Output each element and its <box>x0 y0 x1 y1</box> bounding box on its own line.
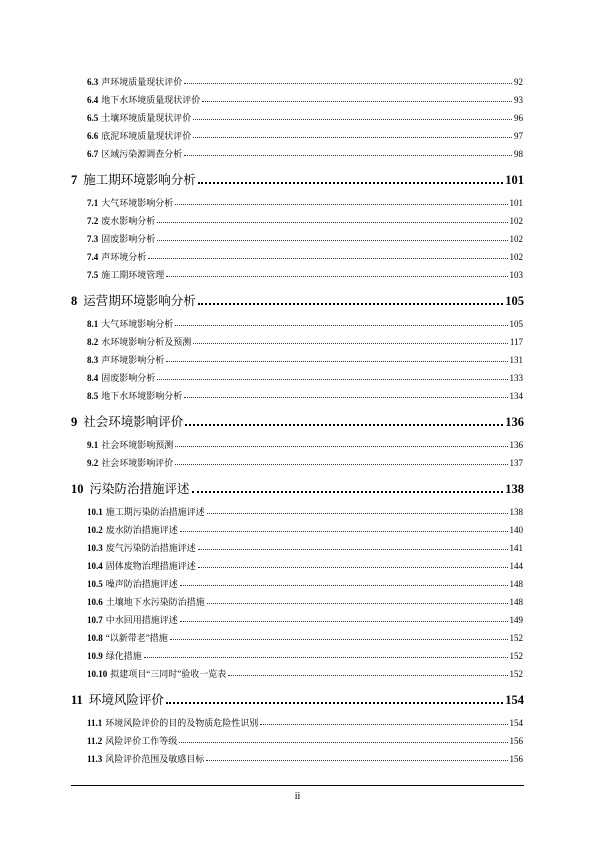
toc-entry-number: 8.5 <box>87 391 99 401</box>
toc-section-entry[interactable] <box>0 456 595 469</box>
toc-chapter-entry[interactable] <box>0 170 595 188</box>
toc-entry-number: 7.5 <box>87 270 99 280</box>
toc-leader-dots <box>180 620 508 622</box>
toc-leader-dots <box>157 239 507 241</box>
toc-leader-dots <box>184 396 507 398</box>
toc-entry-number: 10.4 <box>87 561 103 571</box>
toc-entry-page: 136 <box>505 415 524 429</box>
toc-entry-title: 绿化措施 <box>105 651 142 661</box>
toc-entry-number: 6.5 <box>87 113 99 123</box>
toc-entry-title: 水环境影响分析及预测 <box>101 337 192 347</box>
toc-entry-number: 6.6 <box>87 131 99 141</box>
toc-section-entry[interactable] <box>0 371 595 384</box>
toc-section-entry[interactable] <box>0 716 595 729</box>
toc-entry-page: 152 <box>509 633 523 643</box>
toc-entry-number: 10.2 <box>87 525 103 535</box>
toc-leader-dots <box>175 445 507 447</box>
toc-section-entry[interactable] <box>0 335 595 348</box>
toc-entry-title: 大气环境影响分析 <box>101 198 174 208</box>
toc-entry-title: 运营期环境影响分析 <box>83 294 196 308</box>
toc-section-entry[interactable] <box>0 438 595 451</box>
toc-chapter-entry[interactable] <box>0 412 595 430</box>
toc-leader-dots <box>193 118 512 120</box>
toc-leader-dots <box>175 203 507 205</box>
toc-entry-number: 9.2 <box>87 458 99 468</box>
toc-entry-title: 污染防治措施评述 <box>89 482 190 496</box>
toc-leader-dots <box>166 360 507 362</box>
toc-section-entry[interactable] <box>0 523 595 536</box>
toc-section-entry[interactable] <box>0 232 595 245</box>
toc-entry-page: 97 <box>514 131 523 141</box>
toc-entry-title: 固废影响分析 <box>101 373 156 383</box>
toc-entry-number: 9 <box>71 415 78 429</box>
footer-rule <box>71 785 524 786</box>
toc-entry-page: 133 <box>509 373 523 383</box>
toc-leader-dots <box>198 302 503 305</box>
toc-entry-page: 156 <box>509 736 523 746</box>
toc-leader-dots <box>260 723 507 725</box>
toc-leader-dots <box>166 275 507 277</box>
toc-leader-dots <box>202 100 512 102</box>
toc-entry-number: 11.1 <box>87 718 103 728</box>
toc-entry-number: 8.1 <box>87 319 99 329</box>
toc-section-entry[interactable] <box>0 541 595 554</box>
toc-entry-page: 96 <box>514 113 523 123</box>
toc-chapter-entry[interactable] <box>0 690 595 708</box>
toc-entry-number: 7.4 <box>87 252 99 262</box>
toc-entry-page: 144 <box>509 561 523 571</box>
toc-section-entry[interactable] <box>0 214 595 227</box>
toc-chapter-entry[interactable] <box>0 479 595 497</box>
toc-entry-title: 中水回用措施评述 <box>105 615 178 625</box>
toc-section-entry[interactable] <box>0 577 595 590</box>
toc-entry-title: 施工期环境管理 <box>101 270 165 280</box>
toc-entry-title: 施工期环境影响分析 <box>83 173 196 187</box>
toc-entry-page: 148 <box>509 579 523 589</box>
toc-leader-dots <box>184 154 512 156</box>
toc-entry-title: 地下水环境质量现状评价 <box>101 95 201 105</box>
toc-entry-title: 社会环境影响评价 <box>83 415 184 429</box>
toc-entry-number: 10.5 <box>87 579 103 589</box>
toc-leader-dots <box>207 602 508 604</box>
toc-entry-page: 156 <box>509 754 523 764</box>
toc-entry-title: 声环境分析 <box>101 252 147 262</box>
toc-entry-title: 废水防治措施评述 <box>105 525 178 535</box>
toc-leader-dots <box>170 638 508 640</box>
toc-entry-number: 10.6 <box>87 597 103 607</box>
toc-entry-title: 社会环境影响评价 <box>101 458 174 468</box>
toc-section-entry[interactable] <box>0 93 595 106</box>
toc-leader-dots <box>148 257 507 259</box>
toc-entry-page: 152 <box>509 651 523 661</box>
toc-entry-title: 风险评价工作等级 <box>105 736 178 746</box>
toc-entry-page: 101 <box>505 173 524 187</box>
toc-entry-title: 废气污染防治措施评述 <box>105 543 196 553</box>
toc-entry-title: 土壤地下水污染防治措施 <box>105 597 205 607</box>
toc-entry-number: 7.1 <box>87 198 99 208</box>
toc-section-entry[interactable] <box>0 595 595 608</box>
toc-section-entry[interactable] <box>0 196 595 209</box>
toc-entry-title: 社会环境影响预测 <box>101 440 174 450</box>
toc-section-entry[interactable] <box>0 129 595 142</box>
toc-leader-dots <box>179 741 507 743</box>
toc-entry-page: 131 <box>509 355 523 365</box>
toc-section-entry[interactable] <box>0 147 595 160</box>
toc-entry-page: 140 <box>509 525 523 535</box>
toc-section-entry[interactable] <box>0 75 595 88</box>
toc-entry-title: 施工期污染防治措施评述 <box>105 507 205 517</box>
toc-entry-title: 声环境质量现状评价 <box>101 77 183 87</box>
toc-entry-page: 98 <box>514 149 523 159</box>
toc-entry-page: 154 <box>509 718 523 728</box>
toc-leader-dots <box>193 342 508 344</box>
toc-leader-dots <box>180 584 508 586</box>
toc-section-entry[interactable] <box>0 317 595 330</box>
toc-entry-number: 11.3 <box>87 754 103 764</box>
toc-section-entry[interactable] <box>0 752 595 765</box>
toc-entry-title: 固体废物治理措施评述 <box>105 561 196 571</box>
toc-entry-page: 103 <box>509 270 523 280</box>
toc-entry-number: 10.7 <box>87 615 103 625</box>
toc-entry-page: 138 <box>509 507 523 517</box>
toc-entry-number: 10.9 <box>87 651 103 661</box>
toc-entry-number: 7.2 <box>87 216 99 226</box>
toc-leader-dots <box>198 548 508 550</box>
toc-entry-page: 154 <box>505 693 524 707</box>
toc-leader-dots <box>185 423 503 426</box>
toc-entry-page: 102 <box>509 252 523 262</box>
toc-entry-title: 底泥环境质量现状评价 <box>101 131 192 141</box>
toc-section-entry[interactable] <box>0 111 595 124</box>
toc-entry-number: 8.4 <box>87 373 99 383</box>
toc-entry-title: 大气环境影响分析 <box>101 319 174 329</box>
toc-entry-page: 117 <box>509 337 523 347</box>
toc-entry-page: 102 <box>509 234 523 244</box>
toc-entry-title: 固废影响分析 <box>101 234 156 244</box>
toc-entry-page: 134 <box>509 391 523 401</box>
toc-entry-page: 102 <box>509 216 523 226</box>
toc-chapter-entry[interactable] <box>0 291 595 309</box>
toc-entry-page: 141 <box>509 543 523 553</box>
toc-leader-dots <box>157 221 507 223</box>
toc-section-entry[interactable] <box>0 734 595 747</box>
toc-entry-number: 9.1 <box>87 440 99 450</box>
toc-section-entry[interactable] <box>0 649 595 662</box>
toc-entry-title: 声环境影响分析 <box>101 355 165 365</box>
toc-entry-number: 11 <box>71 693 83 707</box>
toc-entry-number: 10.10 <box>87 669 108 679</box>
toc-section-entry[interactable] <box>0 353 595 366</box>
toc-section-entry[interactable] <box>0 250 595 263</box>
toc-entry-title: 风险评价范围及敏感目标 <box>105 754 205 764</box>
toc-entry-page: 152 <box>509 669 523 679</box>
toc-entry-page: 101 <box>509 198 523 208</box>
toc-entry-page: 149 <box>509 615 523 625</box>
toc-entry-page: 92 <box>514 77 523 87</box>
toc-entry-page: 136 <box>509 440 523 450</box>
toc-entry-number: 11.2 <box>87 736 103 746</box>
toc-entry-number: 7 <box>71 173 78 187</box>
toc-entry-page: 148 <box>509 597 523 607</box>
toc-entry-title: 环境风险评价 <box>88 693 164 707</box>
toc-leader-dots <box>207 512 508 514</box>
toc-entry-title: 区域污染源调查分析 <box>101 149 183 159</box>
toc-leader-dots <box>193 136 512 138</box>
toc-entry-number: 7.3 <box>87 234 99 244</box>
toc-entry-page: 105 <box>505 294 524 308</box>
toc-section-entry[interactable] <box>0 613 595 626</box>
toc-leader-dots <box>228 674 507 676</box>
toc-leader-dots <box>175 324 507 326</box>
toc-leader-dots <box>166 701 503 704</box>
toc-section-entry[interactable] <box>0 505 595 518</box>
toc-entry-page: 93 <box>514 95 523 105</box>
toc-section-entry[interactable] <box>0 667 595 680</box>
toc-leader-dots <box>157 378 507 380</box>
toc-entry-page: 105 <box>509 319 523 329</box>
toc-entry-number: 8.2 <box>87 337 99 347</box>
toc-leader-dots <box>184 82 512 84</box>
toc-entry-number: 6.7 <box>87 149 99 159</box>
toc-leader-dots <box>175 463 507 465</box>
toc-section-entry[interactable] <box>0 631 595 644</box>
toc-section-entry[interactable] <box>0 268 595 281</box>
page-number: ii <box>294 791 301 802</box>
toc-entry-number: 6.3 <box>87 77 99 87</box>
toc-leader-dots <box>144 656 508 658</box>
toc-entry-title: “以新带老”措施 <box>105 633 168 643</box>
toc-entry-title: 环境风险评价的目的及物质危险性识别 <box>105 718 259 728</box>
toc-section-entry[interactable] <box>0 389 595 402</box>
toc-entry-number: 8 <box>71 294 78 308</box>
toc-entry-number: 10.1 <box>87 507 103 517</box>
toc-entry-number: 8.3 <box>87 355 99 365</box>
toc-entry-title: 噪声防治措施评述 <box>105 579 178 589</box>
toc-entry-number: 6.4 <box>87 95 99 105</box>
toc-entry-title: 土壤环境质量现状评价 <box>101 113 192 123</box>
toc-section-entry[interactable] <box>0 559 595 572</box>
toc-leader-dots <box>206 759 507 761</box>
toc-entry-page: 137 <box>509 458 523 468</box>
toc-entry-title: 拟建项目“三同时”验收一览表 <box>110 669 227 679</box>
toc-entry-title: 地下水环境影响分析 <box>101 391 183 401</box>
toc-entry-number: 10.8 <box>87 633 103 643</box>
toc-entry-title: 废水影响分析 <box>101 216 156 226</box>
toc-entry-number: 10.3 <box>87 543 103 553</box>
toc-entry-number: 10 <box>71 482 84 496</box>
toc-entry-page: 138 <box>505 482 524 496</box>
toc-leader-dots <box>198 181 503 184</box>
toc-leader-dots <box>180 530 508 532</box>
toc-leader-dots <box>198 566 508 568</box>
toc-leader-dots <box>192 490 504 493</box>
